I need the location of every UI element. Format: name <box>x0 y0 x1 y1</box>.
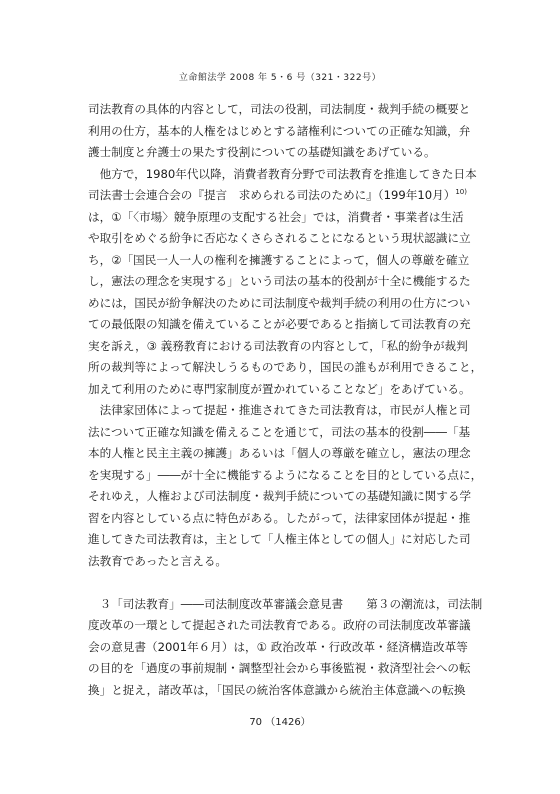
text-line: 換」と捉え，諸改革は，「国民の統治客体意識から統治主体意識への転換 <box>88 682 466 697</box>
text-line: 本的人権と民主主義の擁護」あるいは「個人の尊厳を確立し，憲法の理念 <box>88 446 471 460</box>
text-line: 加えて利用のために専門家制度が置かれていることなど」をあげている。 <box>88 381 471 396</box>
page-footer <box>0 713 560 728</box>
text-line: や取引をめぐる紛争に否応なくさらされることになるという現状認識に立 <box>88 231 471 245</box>
text-line: 所の裁判等によって解決しうるものであり，国民の誰もが利用できること， <box>88 360 483 374</box>
text-line: 利用の仕方，基本的人権をはじめとする諸権利についての正確な知識，弁 <box>88 123 471 138</box>
text-line: 護士制度と弁護士の果たす役割についての基礎知識をあげている。 <box>88 145 436 159</box>
text-line: めには，国民が紛争解決のために司法制度や裁判手続の利用の仕方につい <box>88 295 471 310</box>
text-line: し，憲法の理念を実現する」という司法の基本的役割が十全に機能するた <box>88 274 471 288</box>
text-line: 法律家団体によって提起・推進されてきた司法教育は，市民が人権と司 <box>88 403 471 417</box>
section-heading-line: ３「司法教育」――司法制度改革審議会意見書 第３の潮流は，司法制 <box>88 596 483 611</box>
total-page-number: （1426） <box>265 717 311 728</box>
text-line: 司法教育の具体的内容として，司法の役割，司法制度・裁判手続の概要と <box>88 102 471 116</box>
text-line: 他方で，1980年代以降，消費者教育分野で司法教育を推進してきた日本 <box>88 166 477 181</box>
text-line: それゆえ，人権および司法制度・裁判手続についての基礎知識に関する学 <box>88 489 472 503</box>
page-number: 70 <box>249 717 263 728</box>
text-line: 会の意見書（2001年６月）は，① 政治改革・行政改革・経済構造改革等 <box>88 639 468 654</box>
footnote-ref[interactable]: 10) <box>455 188 467 196</box>
text-line: 実を訴え，③ 義務教育における司法教育の内容として，「私的紛争が裁判 <box>88 338 468 353</box>
text-line: ち，②「国民一人一人の権利を擁護することによって，個人の尊厳を確立 <box>88 252 470 267</box>
text-line: は，①「〈市場〉競争原理の支配する社会」では，消費者・事業者は生活 <box>88 209 464 224</box>
text-line: ての最低限の知識を備えていることが必要であると指摘して司法教育の充 <box>88 317 471 331</box>
text-line: 法教育であったと言える。 <box>88 553 228 568</box>
text-line-with-footnote <box>88 185 488 207</box>
text-line-content: 司法書士会連合会の『提言 求められる司法のために』（199年10月） <box>88 188 456 202</box>
text-line: 度改革の一環として提起された司法教育である。政府の司法制度改革審議 <box>88 618 471 632</box>
text-line: 法について正確な知識を備えることを通じて，司法の基本的役割――「基 <box>88 424 471 439</box>
text-line: 習を内容としている点に特色がある。したがって，法律家団体が提起・推 <box>88 510 471 525</box>
text-line: を実現する」――が十全に機能するようになることを目的としている点に， <box>88 467 483 482</box>
body-text <box>88 99 488 701</box>
paragraph-gap <box>88 572 488 594</box>
text-line: の目的を「過度の事前規制・調整型社会から事後監視・救済型社会への転 <box>88 661 471 675</box>
running-header: 立命館法学 2008 年 5・6 号（321・322号） <box>178 73 382 83</box>
text-line: 進してきた司法教育は，主として「人権主体としての個人」に対応した司 <box>88 532 471 546</box>
